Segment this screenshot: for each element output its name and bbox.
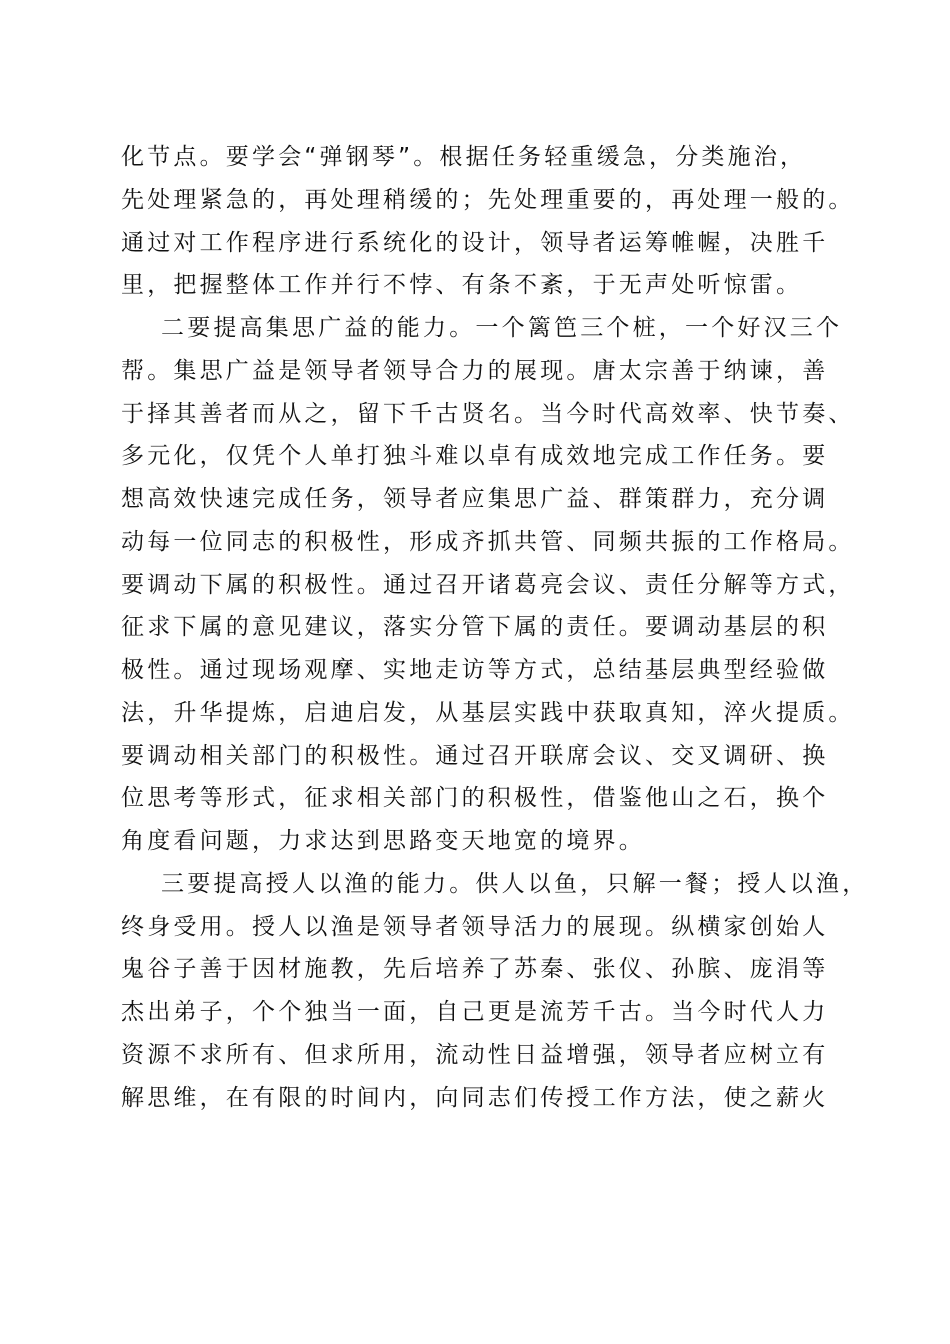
- text-line: 里，把握整体工作并行不悖、有条不紊，于无声处听惊雷。: [121, 272, 803, 299]
- text-line: 解思维，在有限的时间内，向同志们传授工作方法，使之薪火: [121, 1084, 829, 1111]
- text-line: 要调动相关部门的积极性。通过召开联席会议、交叉调研、换: [121, 742, 829, 769]
- text-line: 杰出弟子，个个独当一面，自己更是流芳千古。当今时代人力: [121, 999, 829, 1025]
- text-line: 征求下属的意见建议，落实分管下属的责任。要调动基层的积: [121, 614, 829, 641]
- text-line: 动每一位同志的积极性，形成齐抓共管、同频共振的工作格局。: [121, 528, 855, 555]
- paragraph-continuation: [121, 136, 855, 307]
- text-line: 终身受用。授人以渔是领导者领导活力的展现。纵横家创始人: [121, 913, 829, 940]
- text-line: 资源不求所有、但求所用，流动性日益增强，领导者应树立有: [121, 1041, 829, 1068]
- text-line: 帮。集思广益是领导者领导合力的展现。唐太宗善于纳谏，善: [121, 357, 829, 384]
- text-line: 鬼谷子善于因材施教，先后培养了苏秦、张仪、孙膑、庞涓等: [121, 956, 829, 983]
- text-line: 化节点。要学会“弹钢琴”。根据任务轻重缓急，分类施治，: [121, 144, 807, 170]
- paragraph-point-three: [121, 863, 869, 1120]
- text-line: 极性。通过现场观摩、实地走访等方式，总结基层典型经验做: [121, 657, 829, 683]
- text-line: 于择其善者而从之，留下千古贤名。当今时代高效率、快节奏、: [121, 400, 855, 427]
- paragraph-point-two: [121, 307, 855, 863]
- text-line: 要调动下属的积极性。通过召开诸葛亮会议、责任分解等方式，: [121, 571, 855, 598]
- text-line: 先处理紧急的，再处理稍缓的；先处理重要的，再处理一般的。: [121, 186, 855, 213]
- text-line-first: 三要提高授人以渔的能力。供人以鱼，只解一餐；授人以渔，: [161, 870, 869, 897]
- text-line: 位思考等形式，征求相关部门的积极性，借鉴他山之石，换个: [121, 785, 829, 812]
- text-line: 想高效快速完成任务，领导者应集思广益、群策群力，充分调: [121, 486, 829, 512]
- body-text: [121, 136, 869, 1119]
- text-line: 法，升华提炼，启迪启发，从基层实践中获取真知，淬火提质。: [121, 699, 855, 726]
- text-line: 角度看问题，力求达到思路变天地宽的境界。: [121, 828, 645, 854]
- text-line-first: 二要提高集思广益的能力。一个篱笆三个桩，一个好汉三个: [161, 315, 843, 341]
- text-line: 通过对工作程序进行系统化的设计，领导者运筹帷幄，决胜千: [121, 229, 829, 256]
- text-line: 多元化，仅凭个人单打独斗难以卓有成效地完成工作任务。要: [121, 443, 829, 470]
